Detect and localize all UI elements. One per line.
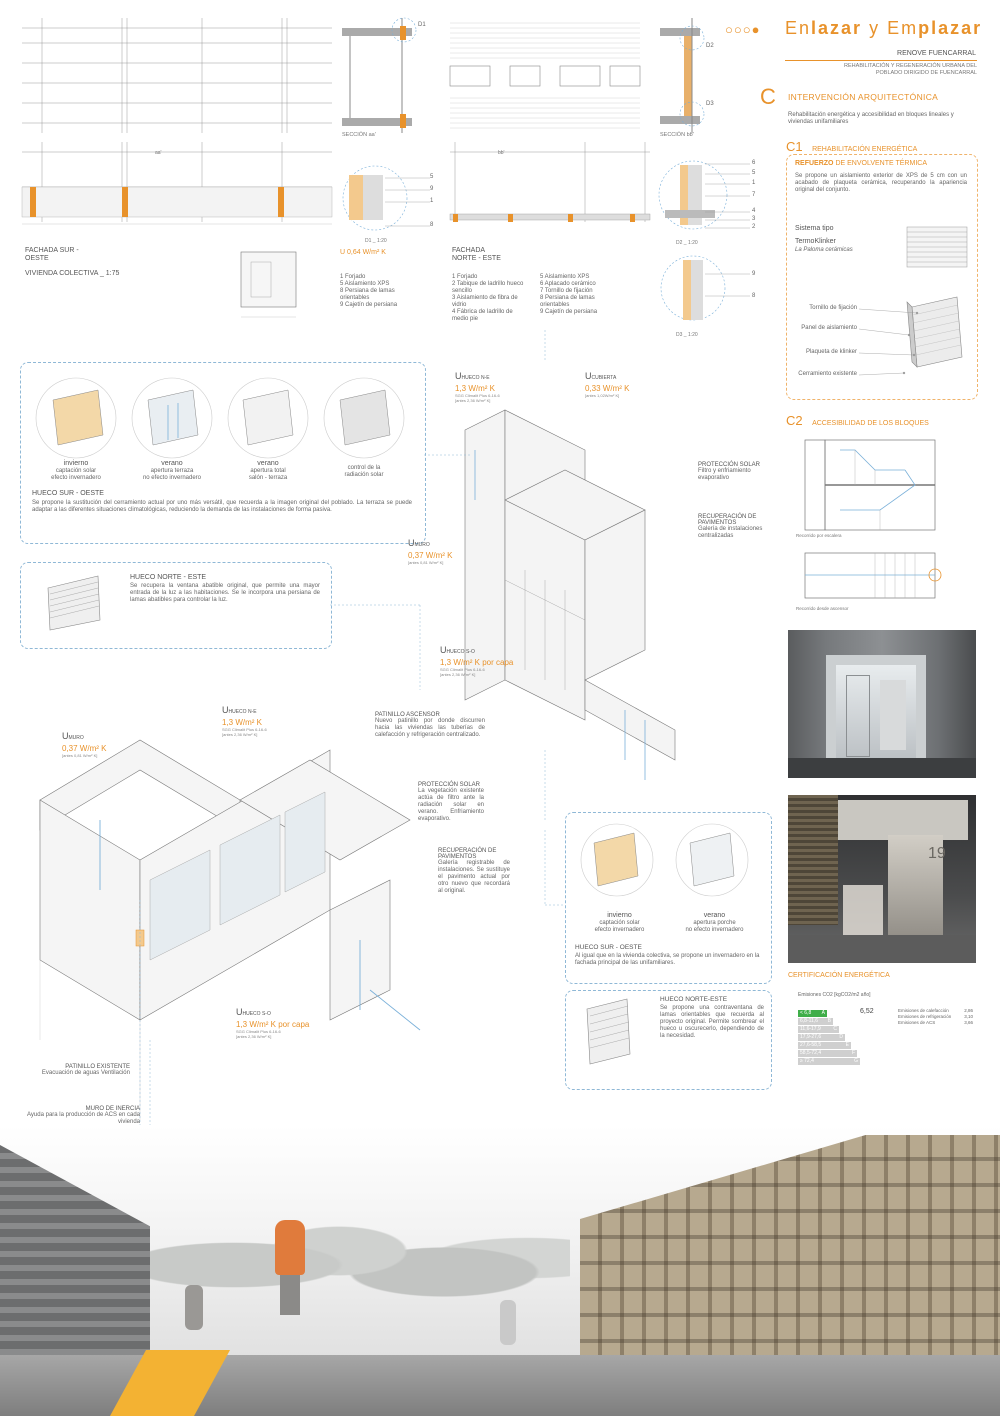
u-muro-bot: UMURO 0,37 W/m² K [antes 0,81 W/m² K] <box>62 731 107 758</box>
legend-b1: 1 Forjado 2 Tabique de ladrillo hueco sencillo 3 Aislamiento de fibra de vidrio 4 Fábrica de ladrillo de medio pie <box>452 274 524 322</box>
bb-mark: bb' <box>498 150 505 156</box>
unifam-sur-icons <box>572 818 762 898</box>
c2-heading: C2 ACCESIBILIDAD DE LOS BLOQUES <box>786 413 929 428</box>
accessibility-plan-drawing <box>795 548 945 603</box>
unifam-item-2: verano apertura porche no efecto invernadero <box>685 912 744 933</box>
cert-bar: 27,6-58,5 E <box>800 1042 849 1048</box>
box-title: REFUERZO DE ENVOLVENTE TÉRMICA <box>795 160 927 167</box>
annot-recuperacion-top: RECUPERACIÓN DE PAVIMENTOS Galería de instalaciones centralizadas <box>698 514 763 539</box>
hueco-sur-item-2: verano apertura terraza no efecto invernadero <box>142 460 202 481</box>
annot-muro-inercia: MURO DE INERCIA Ayuda para la producción de ACS en cada vivienda <box>27 1106 140 1125</box>
d2-num-3: 1 <box>752 180 756 186</box>
box-text: Se propone un aislamiento exterior de XPS de 5 cm con un acabado de plaqueta cerámica, recuperando la apariencia original del conjunto. <box>795 173 967 193</box>
render-portal-interior <box>788 630 976 778</box>
annot-proteccion-top: PROTECCIÓN SOLAR Filtro y enfriamiento evaporativo <box>698 462 761 481</box>
unifam-sur-title: HUECO SUR - OESTE <box>575 944 642 951</box>
section-letter: C <box>760 84 776 109</box>
d2-num-2: 5 <box>752 170 756 176</box>
d3-num-2: 8 <box>752 293 756 299</box>
part-3: Plaqueta de klinker <box>805 349 857 355</box>
c1-envolvente-box <box>786 154 978 400</box>
seccion-aa-label: SECCIÓN aa' <box>342 132 376 138</box>
cert-letter: C <box>833 1026 837 1032</box>
part-leaders <box>859 305 919 385</box>
unifam-item-1: invierno captación solar efecto invernadero <box>594 912 645 933</box>
u-hueco-ne-bot: UHUECO N-E 1,3 W/m² K SGG Climalit Plus 6-16-6 [antes 2,36 W/m² K] <box>222 705 267 737</box>
hueco-sur-title: HUECO SUR - OESTE <box>32 490 104 497</box>
cert-bar: 17,9-27,6 D <box>800 1034 843 1040</box>
detail-d2-label: D2 <box>706 43 714 49</box>
caption-escalera: Recorrido por escalera <box>796 533 842 538</box>
caption-ascensor: Recorrido desde ascensor <box>796 606 849 611</box>
render-portal-exterior <box>788 795 976 963</box>
project-subtitle: REHABILITACIÓN Y REGENERACIÓN URBANA DEL POBLADO DIRIGIDO DE FUENCARRAL <box>844 63 977 76</box>
detail-d3 <box>655 250 765 330</box>
d3-scale: D3 _ 1:20 <box>676 332 698 338</box>
legend-b2: 5 Aislamiento XPS 6 Aplacado cerámico 7 Tornillo de fijación 8 Persiana de lamas orientables 9 Cajetín de persiana <box>540 274 598 315</box>
project-name: RENOVE FUENCARRAL <box>897 50 976 57</box>
sistema-sub: La Paloma cerámicas <box>795 247 853 253</box>
section-title: INTERVENCIÓN ARQUITECTÓNICA <box>788 92 939 102</box>
cert-letter: A <box>821 1010 825 1016</box>
hueco-sur-item-3: verano apertura total salón - terraza <box>248 460 288 481</box>
d1-scale: D1 _ 1:20 <box>365 238 387 244</box>
portal-number: 19 <box>928 845 946 862</box>
d2-scale: D2 _ 1:20 <box>676 240 698 246</box>
accessibility-section-drawing <box>795 440 945 530</box>
cert-letter: G <box>854 1058 858 1064</box>
u-cubierta: UCUBIERTA 0,33 W/m² K [antes 1,02W/m² K] <box>585 371 630 398</box>
axonometric-unifamiliar <box>445 380 705 820</box>
d2-num-7: 2 <box>752 224 756 230</box>
section-bb-top <box>660 18 700 133</box>
detail-d2 <box>655 150 765 240</box>
cert-section <box>788 972 978 1082</box>
cert-letter: D <box>839 1034 843 1040</box>
cert-letter: B <box>827 1018 831 1024</box>
part-2: Panel de aislamiento <box>801 325 857 331</box>
plan-small <box>236 232 306 327</box>
cert-rows: Emisiones de calefacción 2,86 Emisiones de refrigeración 3,10 Emisiones de ACS 3,66 <box>898 1008 973 1025</box>
u-hueco-so-bot: UHUECO S-O 1,3 W/m² K por capa SGG Climalit Plus 6-16-6 [antes 2,36 W/m² K] <box>236 1007 310 1039</box>
hueco-sur-item-1: invierno captación solar efecto invernadero <box>51 460 101 481</box>
d1-num-2: 9 <box>430 186 434 192</box>
cert-emis-label: Emisiones CO2 [kgCO2/m2 año] <box>798 992 871 998</box>
d3-num-1: 9 <box>752 271 756 277</box>
hueco-ne-icon <box>38 568 118 638</box>
fachada-norte-label: FACHADA NORTE - ESTE <box>452 247 501 262</box>
hueco-sur-icons <box>28 370 418 460</box>
legend-a: 1 Forjado 5 Aislamiento XPS 8 Persiana de lamas orientables 9 Cajetín de persiana <box>340 274 398 308</box>
detail-d1 <box>335 160 435 240</box>
seccion-bb-label: SECCIÓN bb' <box>660 132 694 138</box>
unifam-sur-text: Al igual que en la vivienda colectiva, se propone un invernadero en la fachada principal de las unifamiliares. <box>575 953 760 966</box>
cert-bar: ≥ 72,4 G <box>800 1058 858 1064</box>
sistema-label: Sistema tipo <box>795 225 834 232</box>
unifam-ne-title: HUECO NORTE-ESTE <box>660 996 728 1003</box>
section-aa-top <box>342 18 412 133</box>
cert-bar: < 6,8 A <box>800 1010 825 1016</box>
u-d1: U 0,64 W/m² K <box>340 249 386 256</box>
cert-bars <box>798 1010 868 1066</box>
hueco-sur-item-4: control de la radiación solar <box>344 465 384 478</box>
aa-mark: aa' <box>155 150 162 156</box>
hueco-sur-text: Se propone la sustitución del cerramiento actual por uno más versátil, que recuerda a la imagen original del poblado. La terraza se puede adaptar a las diferentes situaciones climatológicas, reduciendo la demanda de las instalaciones de forma pasiva. <box>32 500 412 513</box>
annot-patinillo-existente: PATINILLO EXISTENTE Evacuación de aguas Ventilación <box>41 1064 130 1076</box>
cert-bar: 58,5-72,4 F <box>800 1050 855 1056</box>
elevation-sur-bottom <box>22 142 332 237</box>
d1-num-3: 1 <box>430 198 434 204</box>
cert-bar: 11,6-17,9 C <box>800 1026 837 1032</box>
render-street-view <box>0 1125 1000 1416</box>
fachada-sur-label: FACHADA SUR - OESTE <box>25 247 79 262</box>
page-title: Enlazar y Emplazar <box>785 18 983 38</box>
d2-num-4: 7 <box>752 192 756 198</box>
d2-num-5: 4 <box>752 208 756 214</box>
header-dots: ○○○● <box>725 22 761 37</box>
part-4: Cerramiento existente <box>798 371 857 377</box>
cert-letter: E <box>845 1042 849 1048</box>
annot-patinillo-ascensor: PATINILLO ASCENSOR Nuevo patinillo por donde discurren hacia las viviendas las tuberías de calefacción y refrigeración centralizado. <box>375 712 485 738</box>
cert-letter: F <box>851 1050 855 1056</box>
vivienda-colectiva-label: VIVIENDA COLECTIVA _ 1:75 <box>25 270 120 277</box>
cert-bar: 6,8-11,6 B <box>800 1018 831 1024</box>
section-description: Rehabilitación energética y accesibilidad en bloques lineales y viviendas unifamiliares <box>788 112 954 125</box>
elevation-sur-top <box>22 18 332 133</box>
brick-pattern <box>907 227 967 267</box>
d1-num-1: 5 <box>430 174 434 180</box>
u-hueco-ne-top: UHUECO N-E 1,3 W/m² K SGG Climalit Plus 6-16-6 [antes 2,36 W/m² K] <box>455 371 500 403</box>
elevation-norte-top <box>450 18 640 133</box>
d2-num-1: 6 <box>752 160 756 166</box>
elevation-norte-bottom <box>450 142 650 232</box>
hueco-ne-text: Se recupera la ventana abatible original, que permite una mayor entrada de la luz a las habitaciones. Se le incorpora una persiana de lamas abatibles para controlar la luz. <box>130 583 320 603</box>
part-1: Tornillo de fijación <box>809 305 857 311</box>
u-hueco-so-top: UHUECO S-O 1,3 W/m² K por capa SGG Climalit Plus 6-16-6 [antes 2,36 W/m² K] <box>440 645 514 677</box>
annot-proteccion-solar: PROTECCIÓN SOLAR La vegetación existente actúa de filtro ante la radiación solar en verano. Enfriamiento evaporativo. <box>418 782 484 822</box>
detail-d1-label: D1 <box>418 22 426 28</box>
d1-num-4: 8 <box>430 222 434 228</box>
sistema-name: TermoKlinker <box>795 238 836 245</box>
c1-heading: C1 REHABILITACIÓN ENERGÉTICA <box>786 139 918 154</box>
d2-num-6: 3 <box>752 216 756 222</box>
cert-value: 6,52 <box>860 1008 874 1015</box>
u-muro-top: UMURO 0,37 W/m² K [antes 0,81 W/m² K] <box>408 538 453 565</box>
hueco-ne-title: HUECO NORTE - ESTE <box>130 574 207 581</box>
unifam-ne-text: Se propone una contraventana de lamas orientables que recuerda al proyecto original. Permite sombrear el hueco u oscurecerlo, dependiendo de la necesidad. <box>660 1005 764 1039</box>
detail-d3-label: D3 <box>706 101 714 107</box>
unifam-ne-icon <box>572 994 652 1074</box>
annot-recuperacion: RECUPERACIÓN DE PAVIMENTOS Galería registrable de instalaciones. Se sustituye el pavimento actual por otro nuevo que recordará al original. <box>438 848 510 894</box>
cert-title: CERTIFICACIÓN ENERGÉTICA <box>788 972 890 979</box>
